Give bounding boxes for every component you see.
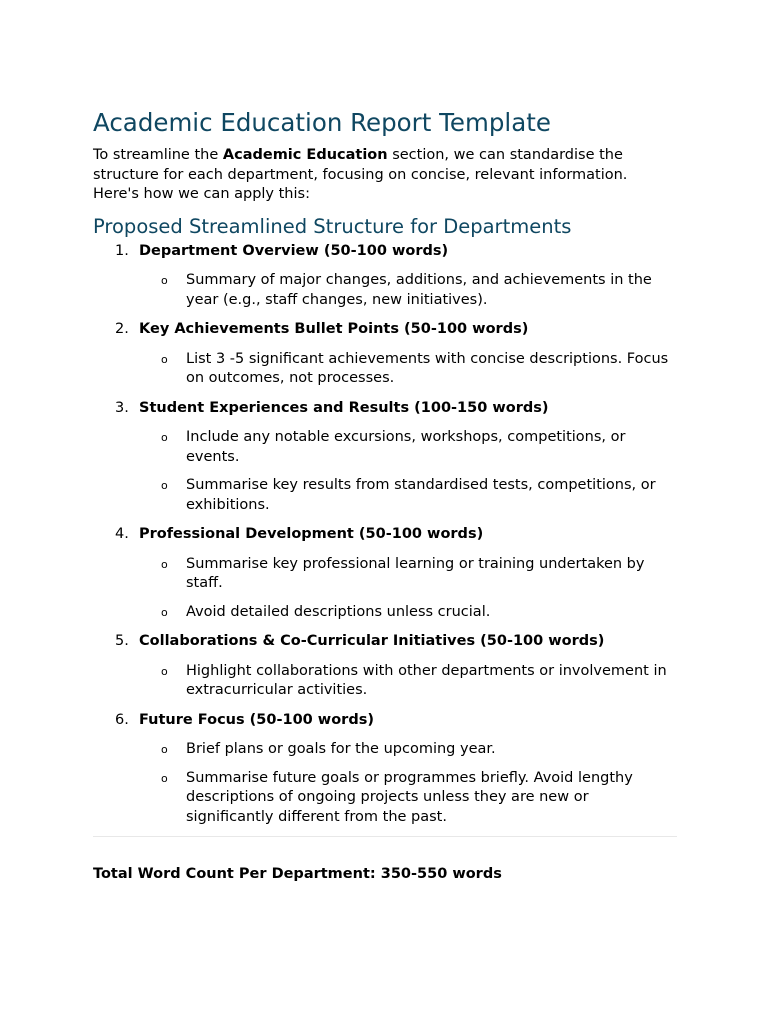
circle-bullet-icon: o	[161, 771, 168, 785]
list-item	[93, 320, 677, 389]
sub-list-item	[139, 662, 677, 701]
intro-text-before: To streamline the	[93, 147, 223, 163]
sub-list-item	[139, 555, 677, 594]
sub-list-item-text: Summarise future goals or programmes briefly. Avoid lengthy descriptions of ongoing projects unless they are new or significantly different from the past.	[186, 769, 633, 825]
sub-list-item	[139, 428, 677, 467]
list-item	[93, 711, 677, 828]
list-item-number: 2.	[115, 321, 129, 337]
sub-list-item	[139, 769, 677, 828]
sub-list	[139, 428, 677, 515]
circle-bullet-icon: o	[161, 743, 168, 756]
sub-list-item-text: List 3 -5 significant achievements with concise descriptions. Focus on outcomes, not processes.	[186, 350, 669, 386]
intro-paragraph	[93, 146, 677, 205]
sub-list-item-text: Summarise key results from standardised tests, competitions, or exhibitions.	[186, 477, 656, 513]
circle-bullet-icon: o	[161, 479, 168, 492]
list-item-title: Key Achievements Bullet Points (50-100 words)	[139, 321, 529, 337]
list-item	[93, 242, 677, 311]
sub-list-item-text: Avoid detailed descriptions unless crucial.	[186, 603, 491, 620]
horizontal-divider	[93, 836, 677, 837]
sections-list	[93, 242, 677, 828]
circle-bullet-icon: o	[161, 431, 168, 444]
list-item-title: Future Focus (50-100 words)	[139, 711, 374, 728]
list-item	[93, 632, 677, 701]
list-item-title: Collaborations & Co-Curricular Initiatives (50-100 words)	[139, 633, 605, 649]
sub-list	[139, 662, 677, 701]
section-subheading: Proposed Streamlined Structure for Departments	[93, 214, 572, 238]
list-item-title: Student Experiences and Results (100-150 words)	[139, 399, 549, 416]
sub-list	[139, 740, 677, 827]
sub-list-item-text: Include any notable excursions, workshops, competitions, or events.	[186, 429, 626, 465]
circle-bullet-icon: o	[161, 274, 168, 287]
intro-text-after: section, we can standardise the structure for each department, focusing on concise, relevant information. Here's how we can apply this:	[93, 147, 628, 202]
sub-list-item-text: Highlight collaborations with other departments or involvement in extracurricular activities.	[186, 662, 667, 698]
sub-list-item-text: Summary of major changes, additions, and achievements in the year (e.g., staff changes, new initiatives).	[186, 272, 652, 308]
sub-list	[139, 555, 677, 623]
sub-list-item-text: Summarise key professional learning or training undertaken by staff.	[186, 555, 645, 591]
circle-bullet-icon: o	[161, 664, 168, 678]
sub-list-item-text: Brief plans or goals for the upcoming year.	[186, 741, 496, 757]
list-item-number: 3.	[115, 399, 129, 416]
list-item-number: 6.	[115, 711, 129, 728]
intro-bold-term: Academic Education	[222, 147, 388, 163]
sub-list-item	[139, 271, 677, 310]
list-item	[93, 525, 677, 622]
circle-bullet-icon: o	[161, 557, 168, 571]
list-item-number: 1.	[115, 242, 129, 259]
circle-bullet-icon: o	[161, 352, 168, 366]
list-item-number: 4.	[115, 526, 129, 542]
list-item-title: Professional Development (50-100 words)	[139, 526, 484, 542]
sub-list	[139, 350, 677, 389]
list-item	[93, 399, 677, 516]
sub-list-item	[139, 476, 677, 515]
document-page	[93, 108, 677, 885]
document-title: Academic Education Report Template	[93, 108, 551, 137]
list-item-number: 5.	[115, 633, 129, 649]
sub-list-item	[139, 350, 677, 389]
sub-list	[139, 271, 677, 310]
circle-bullet-icon: o	[161, 605, 168, 619]
total-word-count: Total Word Count Per Department: 350-550 words	[93, 866, 502, 882]
sub-list-item	[139, 740, 677, 760]
sub-list-item	[139, 603, 677, 623]
list-item-title: Department Overview (50-100 words)	[139, 242, 449, 259]
